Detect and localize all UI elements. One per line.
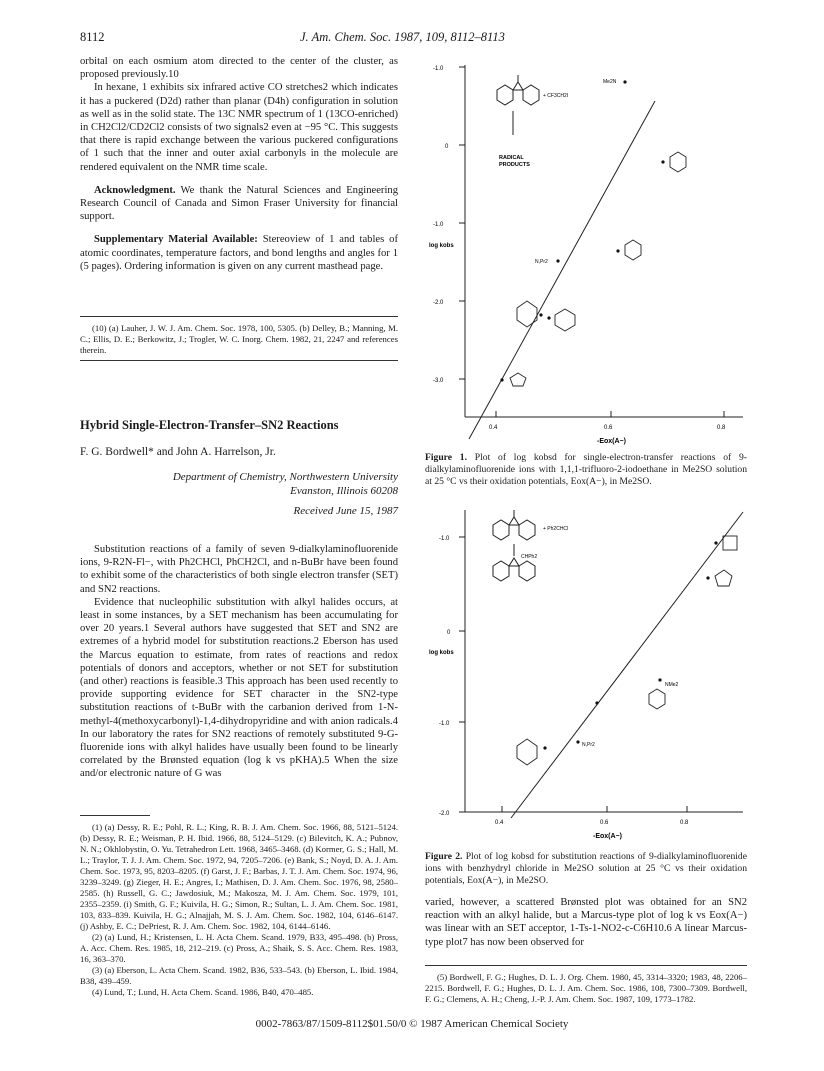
x-tick-label: 0.6 [600,820,609,826]
caption-label: Figure 1. [425,452,467,463]
y-tick-label: -1.0 [433,222,444,228]
caption-text: Plot of log kobsd for substitution reactions of 9-dialkylaminofluorenide ions with benzhydryl chloride in Me2SO solution at 25 °C vs their oxidation potentials, Eox(A−), in Me2SO. [425,851,747,886]
annotation: RADICAL [499,155,524,161]
y-tick-label: -2.0 [439,811,450,817]
supplementary [80,233,398,273]
left-column-top [80,55,398,273]
figure-2-axes [459,510,743,818]
x-axis-label: -Eox(A−) [597,438,626,445]
data-point [714,541,717,544]
paragraph: Evidence that nucleophilic substitution with alkyl halides occurs, at least in some instances, by a SET mechanism has been accumulating for over 20 years.1 Several authors have suggested that SET and SN2 are extremes of a hybrid model for substitution reactions.2 Eberson has used the Marcus equation to estimate, from rates of reactions and redox potentials of donors and acceptors, whether or not SET for substitution (and other) reactions is feasible.3 This approach has been used recently to provide supporting evidence for SET character in the SN2-type substitution reactions of t-BuBr with the carbanion derived from 1-N-methyl-4(methoxycarbonyl)-1,4-dihydropyridine and with anion radicals.4 In our laboratory the rates for SN2 reactions of remotely substituted 9-G-fluorenide ions with alkyl halides have usually been found to be linearly correlated by the Brønsted equation (log k vs pKHA).5 When the size and/or electronic nature of G was [80,596,398,780]
footnote-10 [80,323,398,356]
reference: (3) (a) Eberson, L. Acta Chem. Scand. 1982, B36, 533–543. (b) Eberson, L. Ibid. 1984, B38, 439–459. [80,965,398,986]
reference: (1) (a) Dessy, R. E.; Pohl, R. L.; King, R. B. J. Am. Chem. Soc. 1966, 88, 5121–5124. (b) Dessy, R. E.; Weisman, P. H. Ibid. 1966, 88, 5124–5129. (c) Bilevitch, K. A.; Pubnov, N. N.; Okhlobystin, O. Yu. Tetrahedron Lett. 1968, 3465–3468. (d) Kormer, G. S.; Hall, M. L.; Traylor, T. J. J. Am. Chem. Soc. 1972, 94, 7205–7206. (e) Bank, S.; Noyd, D. A. J. Am. Chem. Soc. 1973, 95, 8203–8205. (f) Garst, J. F.; Barbas, J. T. J. Am. Chem. Soc. 1974, 96, 3239–3249. (g) Zieger, H. E.; Angres, I.; Mathisen, D. J. Am. Chem. Soc. 1976, 98, 2580–2585. (h) Russell, G. C.; Jawdosiuk, M.; Makosza, M. J. Am. Chem. Soc. 1979, 101, 2355–2359. (i) Smith, G. F.; Kuivila, H. G.; Simon, R.; Sultan, L. J. Am. Chem. Soc. 1981, 103, 833–839. Kuivila, H. G.; Alnajjah, M. S. J. Am. Chem. Soc. 1982, 104, 6146–6147. (j) Ashby, E. C.; DePriest, R. J. Am. Chem. Soc. 1982, 104, 6144–6146. [80,822,398,931]
affiliation-line: Evanston, Illinois 60208 [290,485,398,497]
data-point [623,80,626,83]
left-references [80,822,398,998]
x-axis-label: -Eox(A−) [593,833,622,840]
y-tick-label: 0 [447,630,451,636]
y-axis-label: log kobs [429,650,454,656]
data-point [616,249,619,252]
fluorenide-structure [497,75,539,105]
substituent-icons [517,536,737,765]
data-point [547,316,550,319]
affiliation [80,470,398,518]
figure-1-caption [425,452,747,488]
point-label: N,Pr2 [582,742,595,748]
paragraph: In hexane, 1 exhibits six infrared active CO stretches2 which indicates it has a puckered (D2d) rather than planar (D4h) configuration in solution as well as in the solid state. The 13C NMR spectrum of 1 (13CO-enriched) in CH2Cl2/CD2Cl2 consists of two signals2 even at −95 °C. This suggests that there is rapid exchange between the various puckered configurations of 1 such that the inner and outer axial carbonyls in the molecule are rendered equivalent on the NMR time scale. [80,82,398,173]
data-point [706,576,709,579]
footnote-rule [425,965,747,966]
point-label: N,Pr2 [535,259,548,265]
right-references [425,972,747,1005]
ack-heading: Acknowledgment. [94,184,176,196]
received-date: Received June 15, 1987 [293,505,398,517]
right-body [425,896,747,949]
divider [80,360,398,361]
footnote-rule [80,815,150,816]
data-point [595,701,598,704]
data-point [500,378,503,381]
x-tick-label: 0.4 [489,425,498,431]
fluorenide-structure [493,510,538,581]
fit-line [511,512,743,818]
paragraph: orbital on each osmium atom directed to the center of the cluster, as proposed previously.10 [80,56,398,81]
data-point [661,160,664,163]
affiliation-line: Department of Chemistry, Northwestern University [172,471,398,483]
figure-2-caption [425,851,747,887]
supp-body: Stereoview of 1 and tables of atomic coordinates, temperature factors, and bond lengths and angles for 1 (5 pages). Ordering information is given on any current masthead page. [80,234,398,272]
acknowledgment [80,184,398,224]
point-label: Me2N [603,79,617,85]
data-point [576,740,579,743]
y-tick-label: -3.0 [433,378,444,384]
substituent-icons [510,152,686,386]
y-tick-label: -1.0 [439,721,450,727]
data-point [539,313,542,316]
supp-heading: Supplementary Material Available: [94,234,258,246]
reference: (10) (a) Lauher, J. W. J. Am. Chem. Soc. 1978, 100, 5305. (b) Delley, B.; Manning, M. C.; Ellis, D. E.; Berkowitz, J.; Trogler, W. C. Inorg. Chem. 1982, 21, 2247 and references therein. [80,323,398,355]
x-tick-label: 0.8 [680,820,689,826]
article-title: Hybrid Single-Electron-Transfer–SN2 Reactions [80,418,339,432]
article-body [80,543,398,781]
reagent-label: + CF3CH2I [543,93,569,99]
page-footer: 0002-7863/87/1509-8112$01.50/0 © 1987 American Chemical Society [255,1018,569,1030]
y-tick-label: -2.0 [433,300,444,306]
point-label: NMe2 [665,682,679,688]
ack-body: We thank the Natural Sciences and Engineering Research Council of Canada and Simon Fraser University for financial support. [80,184,398,223]
running-header: J. Am. Chem. Soc. 1987, 109, 8112–8113 [300,30,505,44]
divider [80,316,398,317]
product-label: CHPh2 [521,554,538,560]
figure-1-axes [459,65,743,439]
y-axis-label: log kobs [429,243,454,249]
paragraph: varied, however, a scattered Brønsted plot was obtained for an SN2 reaction with an alkyl halide, but a Marcus-type plot of log k vs Eox(A−) was linear with an SET acceptor, 1-Ts-1-NO2-c-C6H10.6 A linear Marcus-type plot7 has now been observed for [425,897,747,948]
authors: F. G. Bordwell* and John A. Harrelson, Jr. [80,446,276,458]
caption-text: Plot of log kobsd for single-electron-transfer reactions of 9-dialkylaminofluorenide ions with 1,1,1-trifluoro-2-iodoethane in Me2SO solution at 25 °C vs their oxidation potentials, Eox(A−), in Me2SO. [425,452,747,487]
annotation: PRODUCTS [499,162,530,168]
figure-2-plot [425,500,750,845]
paragraph: Substitution reactions of a family of seven 9-dialkylaminofluorenide ions, 9-R2N-Fl−, with Ph2CHCl, PhCH2Cl, and n-BuBr have been found to exhibit some of the characteristics of both single electron transfer (SET) and SN2 reactions. [80,544,398,595]
fit-line [469,101,655,439]
data-point [658,678,661,681]
caption-label: Figure 2. [425,851,463,862]
figure-1-plot [425,55,750,450]
y-tick-label: 0 [445,144,449,150]
reagent-label: + Ph2CHCl [543,526,569,532]
figure-2-points [543,541,717,749]
reference: (5) Bordwell, F. G.; Hughes, D. L. J. Org. Chem. 1980, 45, 3314–3320; 1983, 48, 2206–2215. Bordwell, F. G.; Hughes, D. L. J. Am. Chem. Soc. 1986, 108, 7300–7309. Bordwell, F. G.; Clemens, A. H.; Cheng, J.-P. J. Am. Chem. Soc. 1987, 109, 1773–1782. [425,972,747,1004]
x-tick-label: 0.4 [495,820,504,826]
y-tick-label: -1.0 [439,536,450,542]
y-tick-label: -1.0 [433,66,444,72]
reference: (2) (a) Lund, H.; Kristensen, L. H. Acta Chem. Scand. 1979, B33, 495–498. (b) Pross, A. Acc. Chem. Res. 1985, 18, 212–219. (c) Pross, A.; Shaik, S. S. Acc. Chem. Res. 1983, 16, 363–370. [80,932,398,964]
x-tick-label: 0.8 [717,425,726,431]
page-number: 8112 [80,30,105,44]
reference: (4) Lund, T.; Lund, H. Acta Chem. Scand. 1986, B40, 470–485. [92,987,314,997]
data-point [543,746,546,749]
x-tick-label: 0.6 [604,425,613,431]
data-point [556,259,559,262]
